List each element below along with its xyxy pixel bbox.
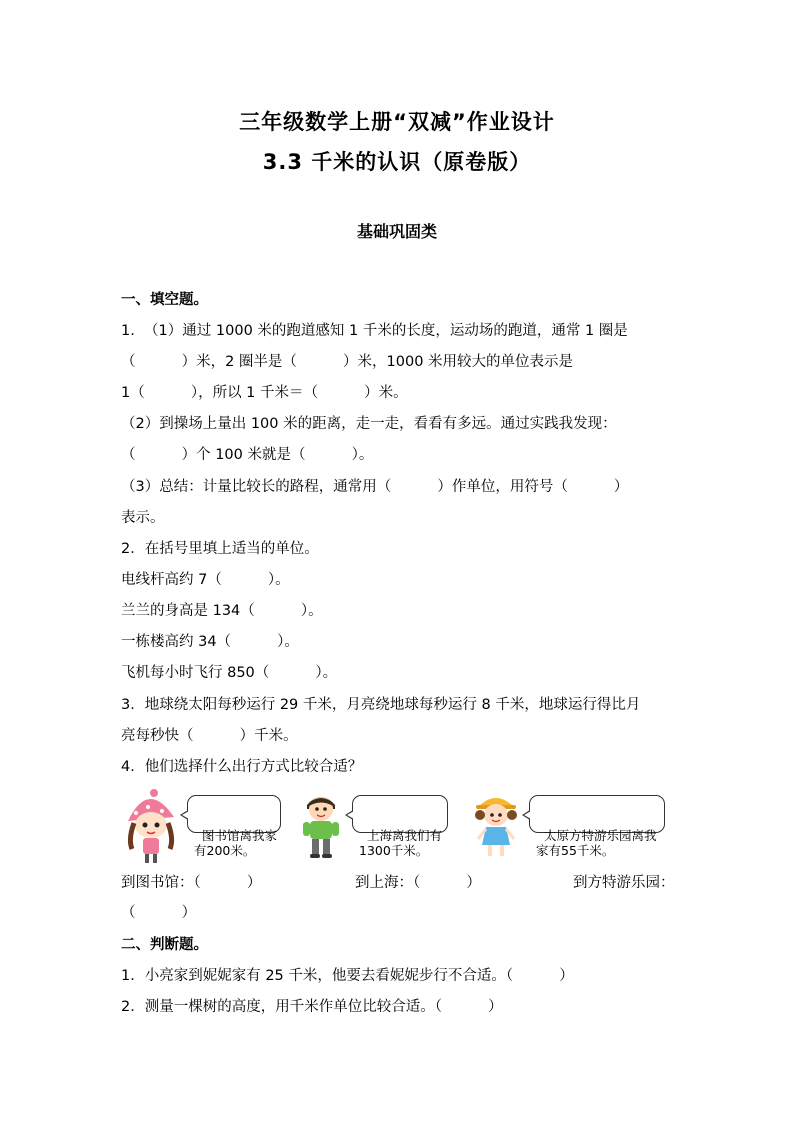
girl-yellow-hat-icon bbox=[470, 789, 522, 859]
q1-line5: （ ）个 100 米就是（ ）。 bbox=[121, 447, 374, 463]
answer-park-blank: （ ） bbox=[121, 905, 197, 921]
q1-line2: （ ）米，2 圈半是（ ）米，1000 米用较大的单位表示是 bbox=[121, 354, 574, 370]
part1-heading: 一、填空题。 bbox=[121, 292, 208, 308]
q1-line7: 表示。 bbox=[121, 510, 165, 526]
q3-line2: 亮每秒快（ ）千米。 bbox=[121, 728, 298, 744]
q2-item1: 电线杆高约 7（ ）。 bbox=[121, 572, 290, 588]
answer-library: 到图书馆：（ ） bbox=[121, 875, 262, 891]
page-title-line2: 3.3 千米的认识（原卷版） bbox=[262, 150, 532, 174]
q1-line6: （3）总结：计量比较长的路程，通常用（ ）作单位，用符号（ ） bbox=[121, 479, 629, 495]
page-title-line1: 三年级数学上册“双减”作业设计 bbox=[239, 110, 555, 134]
boy-green-shirt-icon bbox=[298, 789, 344, 859]
part2-heading: 二、判断题。 bbox=[121, 937, 208, 953]
section-heading: 基础巩固类 bbox=[356, 222, 437, 241]
speech-bubble-park bbox=[529, 795, 665, 858]
q1-line1: 1. （1）通过 1000 米的跑道感知 1 千米的长度，运动场的跑道，通常 1 圈是 bbox=[121, 323, 628, 339]
q2-item2: 兰兰的身高是 134（ ）。 bbox=[121, 603, 323, 619]
bubble-shanghai-text: 上海离我们有 1300千米。 bbox=[359, 828, 442, 858]
q4-prompt: 4．他们选择什么出行方式比较合适？ bbox=[121, 759, 363, 775]
speech-bubble-shanghai bbox=[352, 795, 448, 858]
q2-item4: 飞机每小时飞行 850（ ）。 bbox=[121, 665, 338, 681]
bubble-park-text: 太原方特游乐园离我 家有55千米。 bbox=[536, 828, 657, 858]
q1-line4: （2）到操场上量出 100 米的距离，走一走，看看有多远。通过实践我发现： bbox=[121, 416, 617, 432]
judge-item2: 2．测量一棵树的高度，用千米作单位比较合适。（ ） bbox=[121, 999, 503, 1015]
bubble-library-text: 图书馆离我家 有200米。 bbox=[194, 828, 277, 858]
q2-item3: 一栋楼高约 34（ ）。 bbox=[121, 634, 299, 650]
speech-bubble-library bbox=[187, 795, 281, 858]
q1-line3: 1（ ），所以 1 千米＝（ ）米。 bbox=[121, 385, 408, 401]
girl-pink-hat-icon bbox=[118, 787, 184, 865]
answer-park: 到方特游乐园： bbox=[573, 875, 675, 891]
judge-item1: 1．小亮家到妮妮家有 25 千米，他要去看妮妮步行不合适。（ ） bbox=[121, 968, 574, 984]
q3-line1: 3．地球绕太阳每秒运行 29 千米，月亮绕地球每秒运行 8 千米，地球运行得比月 bbox=[121, 697, 641, 713]
answer-shanghai: 到上海：（ ） bbox=[355, 875, 481, 891]
q2-prompt: 2．在括号里填上适当的单位。 bbox=[121, 541, 319, 557]
